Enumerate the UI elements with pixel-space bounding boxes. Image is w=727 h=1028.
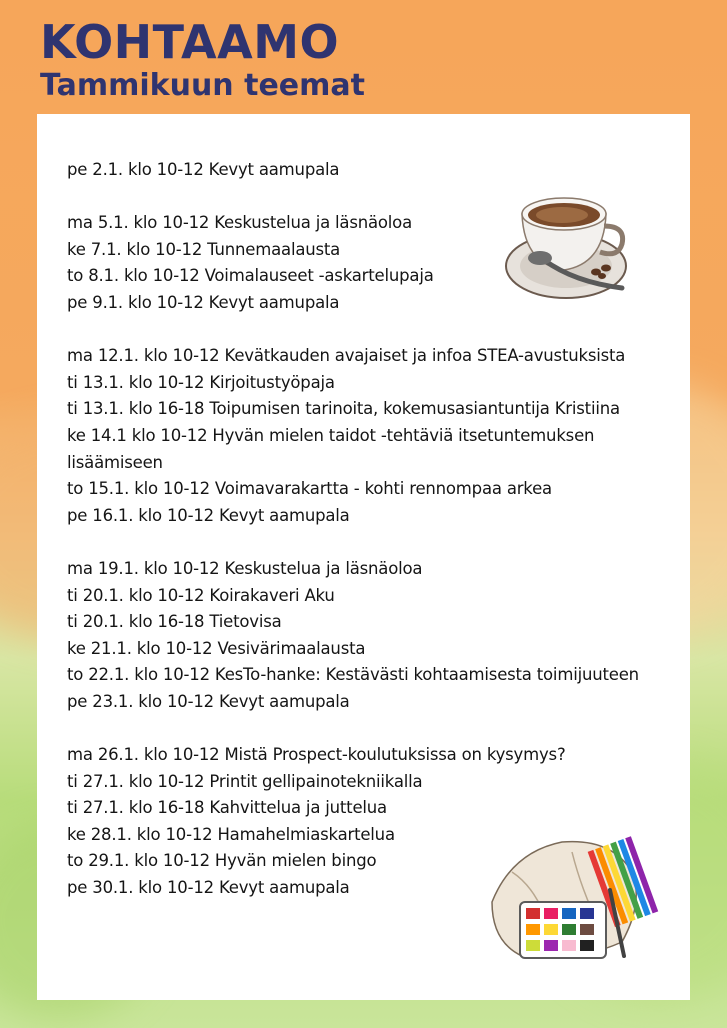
schedule-item: ti 20.1. klo 10-12 Koirakaveri Aku	[67, 585, 335, 605]
schedule-item: ti 27.1. klo 16-18 Kahvittelua ja juttelua	[67, 798, 387, 818]
schedule-item: to 29.1. klo 10-12 Hyvän mielen bingo	[67, 851, 377, 871]
schedule-item: pe 16.1. klo 10-12 Kevyt aamupala	[67, 505, 350, 525]
schedule-item: to 22.1. klo 10-12 KesTo-hanke: Kestävästi kohtaamisesta toimijuuteen	[67, 665, 639, 685]
schedule-item: ma 12.1. klo 10-12 Kevätkauden avajaiset ja infoa STEA-avustuksista	[67, 346, 626, 366]
coffee-cup-icon	[504, 186, 634, 304]
schedule-item: ma 5.1. klo 10-12 Keskustelua ja läsnäoloa	[67, 213, 412, 233]
schedule-item: pe 23.1. klo 10-12 Kevyt aamupala	[67, 691, 350, 711]
art-supplies-icon	[482, 832, 662, 972]
schedule-item: pe 9.1. klo 10-12 Kevyt aamupala	[67, 292, 340, 312]
schedule-card	[37, 114, 690, 1000]
schedule-item: ti 20.1. klo 16-18 Tietovisa	[67, 612, 282, 632]
schedule-item: ke 21.1. klo 10-12 Vesivärimaalausta	[67, 638, 366, 658]
schedule-item: pe 30.1. klo 10-12 Kevyt aamupala	[67, 878, 350, 898]
schedule-item: to 15.1. klo 10-12 Voimavarakartta - kohti rennompaa arkea	[67, 479, 552, 499]
header	[40, 14, 365, 104]
schedule-item: to 8.1. klo 10-12 Voimalauseet -askartelupaja	[67, 266, 434, 286]
schedule-item: ti 13.1. klo 10-12 Kirjoitustyöpaja	[67, 372, 335, 392]
schedule-item: ti 27.1. klo 10-12 Printit gellipainotekniikalla	[67, 771, 423, 791]
page-subtitle: Tammikuun teemat	[40, 68, 365, 103]
schedule-item: ke 28.1. klo 10-12 Hamahelmiaskartelua	[67, 824, 395, 844]
schedule-item: ma 19.1. klo 10-12 Keskustelua ja läsnäoloa	[67, 558, 423, 578]
page-title: KOHTAAMO	[40, 15, 340, 69]
schedule-item: ma 26.1. klo 10-12 Mistä Prospect-koulutuksissa on kysymys?	[67, 745, 566, 765]
schedule-item: ti 13.1. klo 16-18 Toipumisen tarinoita, kokemusasiantuntija Kristiina	[67, 399, 620, 419]
schedule-item: ke 7.1. klo 10-12 Tunnemaalausta	[67, 239, 341, 259]
schedule-item: ke 14.1 klo 10-12 Hyvän mielen taidot -tehtäviä itsetuntemuksen lisäämiseen	[67, 425, 595, 472]
schedule-item: pe 2.1. klo 10-12 Kevyt aamupala	[67, 160, 340, 179]
